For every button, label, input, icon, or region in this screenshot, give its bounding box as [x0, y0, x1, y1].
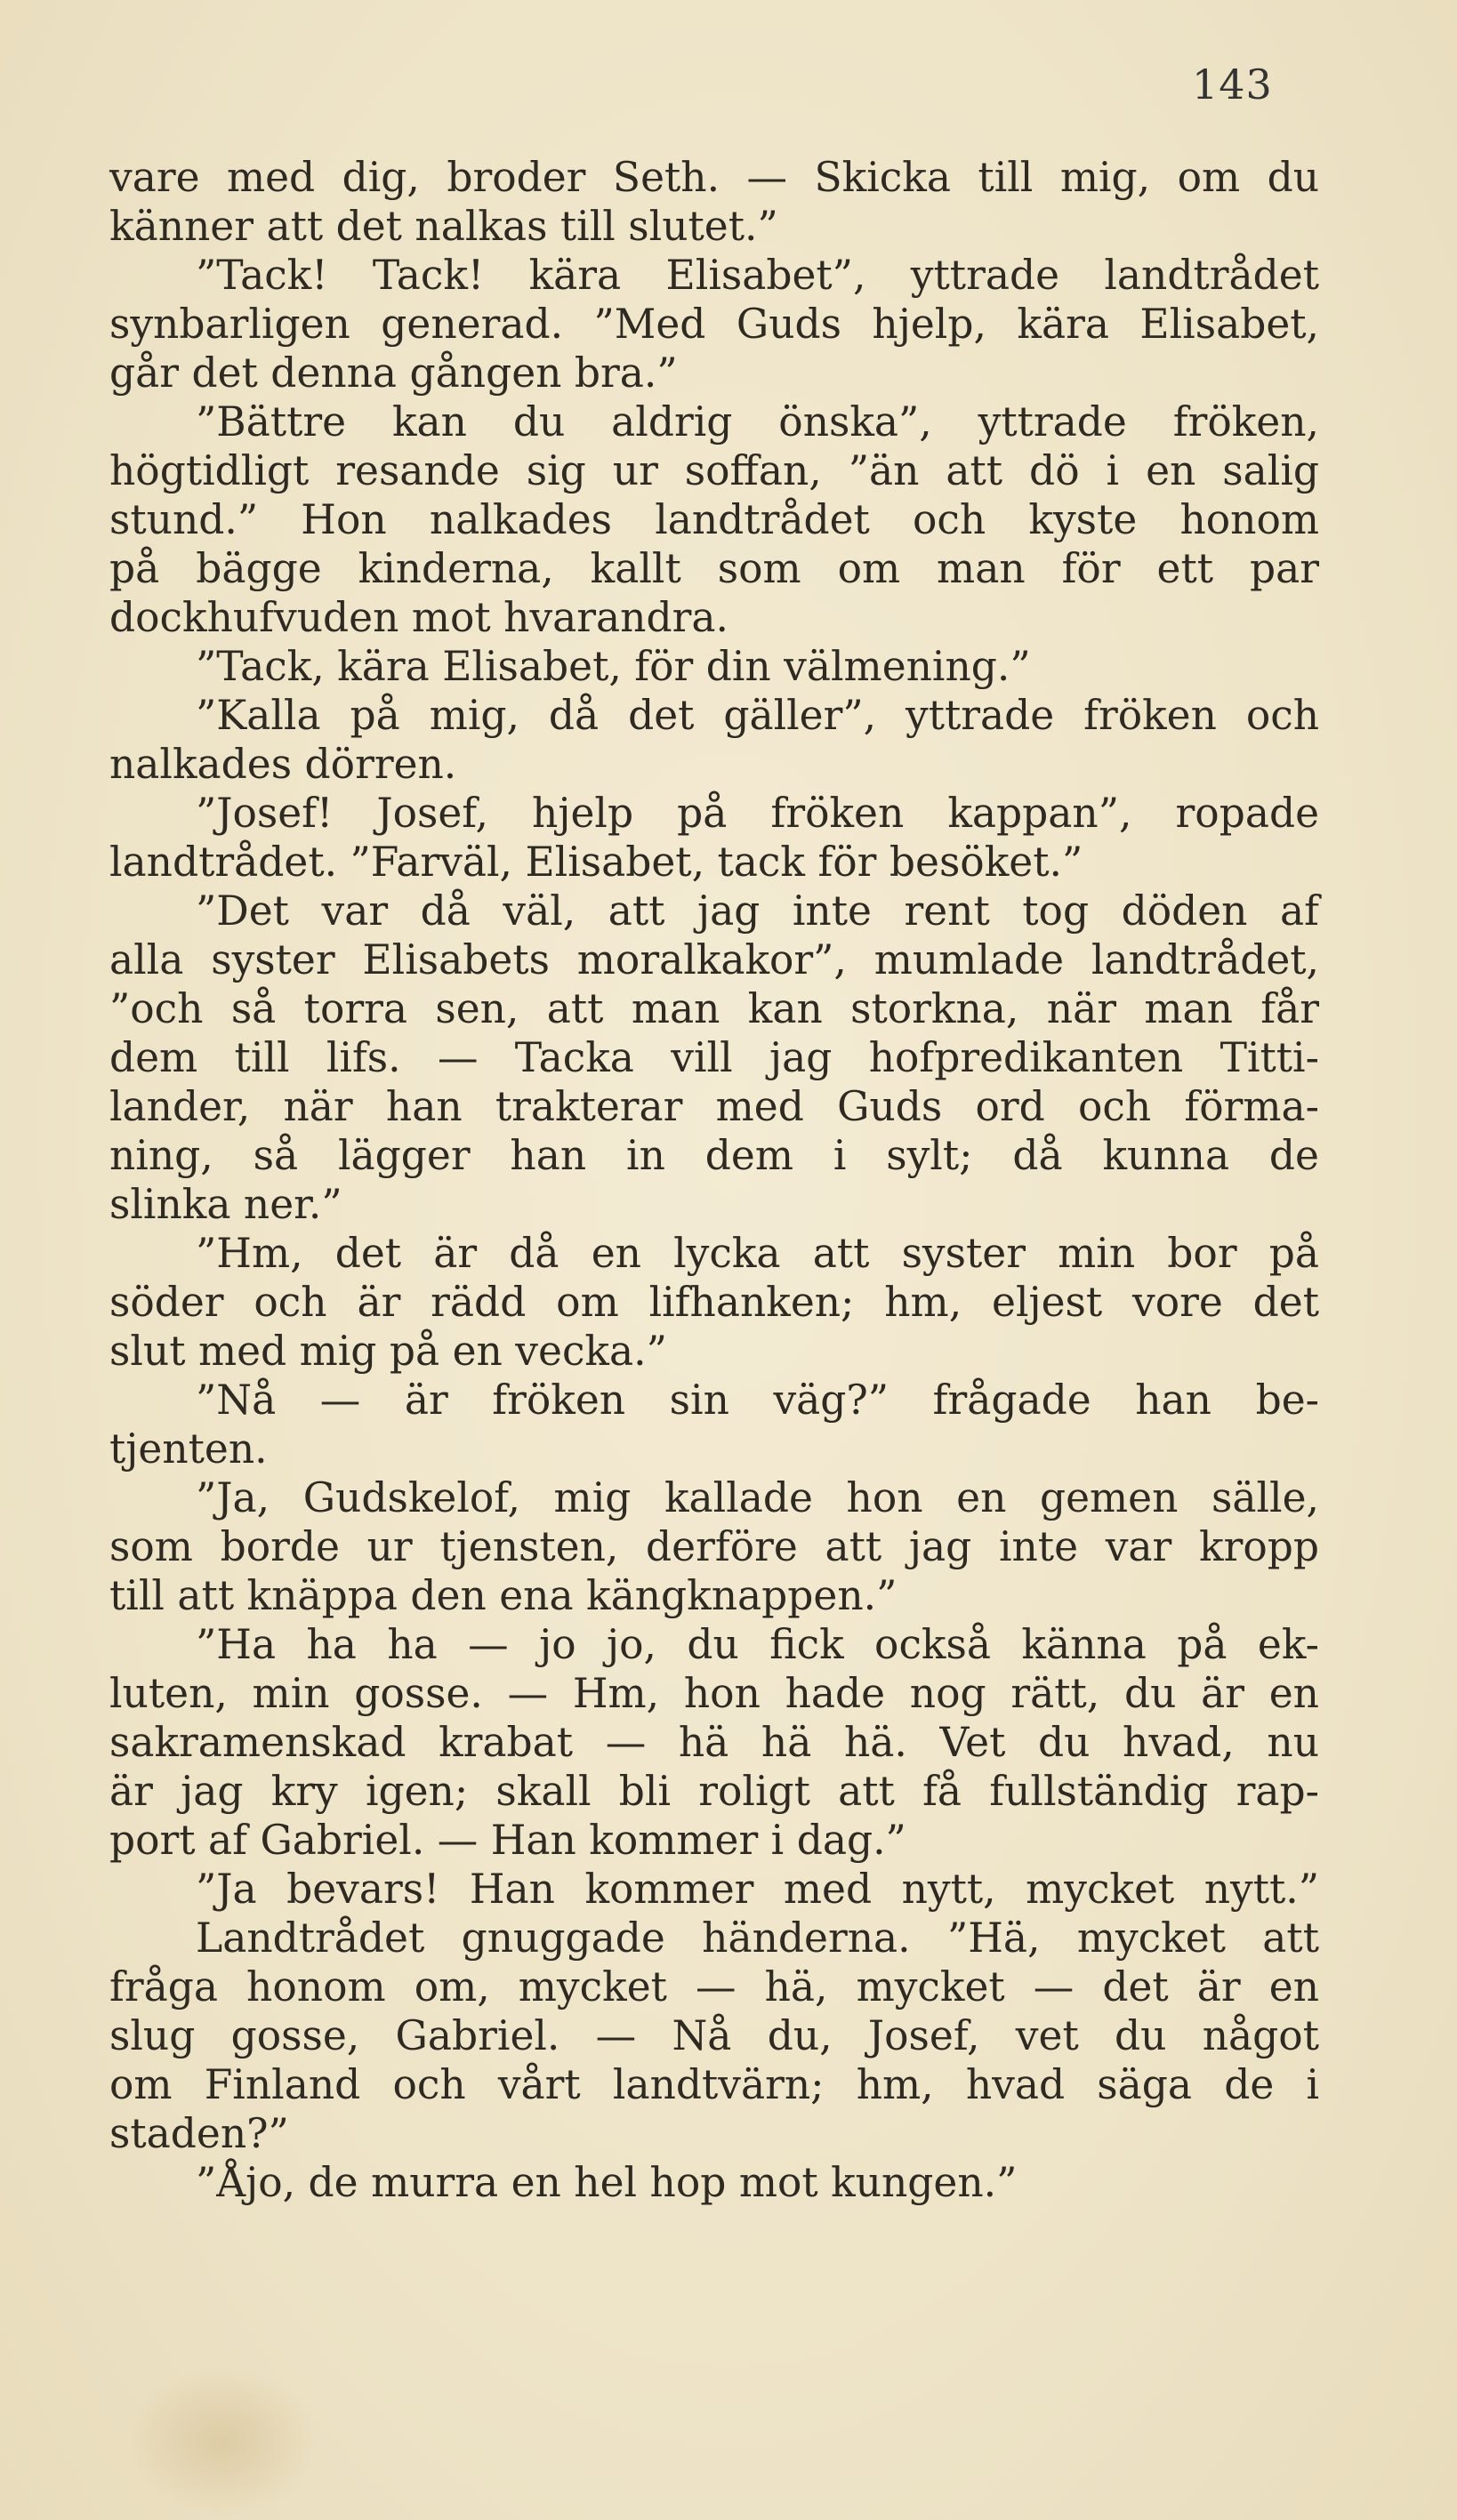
- text-line: ”och så torra sen, att man kan storkna, när man får: [109, 985, 1319, 1032]
- text-line: på bägge kinderna, kallt som om man för ett par: [109, 545, 1319, 592]
- text-line: ”Åjo, de murra en hel hop mot kungen.”: [196, 2159, 1018, 2206]
- text-line: söder och är rädd om lifhanken; hm, eljest vore det: [109, 1279, 1319, 1326]
- body-text: [109, 153, 1319, 2207]
- text-line: ”Det var då väl, att jag inte rent tog döden af: [196, 887, 1319, 935]
- text-line: slinka ner.”: [109, 1181, 342, 1228]
- text-line: Landtrådet gnuggade händerna. ”Hä, mycket att: [196, 1914, 1319, 1962]
- text-line: synbarligen generad. ”Med Guds hjelp, kära Elisabet,: [109, 301, 1319, 348]
- text-line: ”Tack, kära Elisabet, för din välmening.”: [196, 643, 1031, 690]
- paper-stain: [125, 2365, 320, 2516]
- page-number: 143: [1192, 60, 1273, 108]
- text-line: ”Bättre kan du aldrig önska”, yttrade fröken,: [196, 398, 1319, 445]
- text-line: ”Josef! Josef, hjelp på fröken kappan”, ropade: [196, 790, 1319, 837]
- text-line: ”Nå — är fröken sin väg?” frågade han be-: [196, 1376, 1319, 1424]
- text-line: om Finland och vårt landtvärn; hm, hvad säga de i: [109, 2061, 1319, 2108]
- text-line: ”Tack! Tack! kära Elisabet”, yttrade landtrådet: [196, 252, 1319, 299]
- text-line: ”Kalla på mig, då det gäller”, yttrade fröken och: [196, 692, 1319, 739]
- text-line: högtidligt resande sig ur soffan, ”än att dö i en salig: [109, 447, 1319, 494]
- text-line: ”Ja bevars! Han kommer med nytt, mycket nytt.”: [196, 1866, 1319, 1913]
- text-line: känner att det nalkas till slutet.”: [109, 203, 778, 250]
- text-line: dem till lifs. — Tacka vill jag hofpredikanten Titti-: [109, 1034, 1319, 1081]
- text-line: är jag kry igen; skall bli roligt att få fullständig rap-: [109, 1768, 1319, 1815]
- text-line: landtrådet. ”Farväl, Elisabet, tack för besöket.”: [109, 839, 1083, 886]
- text-line: ”Hm, det är då en lycka att syster min bor på: [196, 1230, 1319, 1277]
- text-line: port af Gabriel. — Han kommer i dag.”: [109, 1817, 906, 1864]
- text-line: lander, när han trakterar med Guds ord och förma-: [109, 1083, 1319, 1130]
- text-line: som borde ur tjensten, derföre att jag inte var kropp: [109, 1523, 1319, 1570]
- text-line: staden?”: [109, 2110, 289, 2157]
- text-line: slug gosse, Gabriel. — Nå du, Josef, vet du något: [109, 2012, 1319, 2059]
- text-line: vare med dig, broder Seth. — Skicka till mig, om du: [109, 154, 1319, 201]
- text-line: går det denna gången bra.”: [109, 349, 678, 397]
- text-line: stund.” Hon nalkades landtrådet och kyste honom: [109, 496, 1319, 543]
- text-line: nalkades dörren.: [109, 741, 457, 788]
- text-line: ”Ha ha ha — jo jo, du fick också känna på ek-: [196, 1621, 1319, 1668]
- text-line: fråga honom om, mycket — hä, mycket — det är en: [109, 1963, 1319, 2010]
- text-line: ning, så lägger han in dem i sylt; då kunna de: [109, 1132, 1319, 1179]
- text-line: tjenten.: [109, 1425, 268, 1473]
- text-line: slut med mig på en vecka.”: [109, 1328, 667, 1375]
- text-line: till att knäppa den ena kängknappen.”: [109, 1572, 898, 1619]
- text-line: luten, min gosse. — Hm, hon hade nog rätt, du är en: [109, 1670, 1319, 1717]
- text-line: sakramenskad krabat — hä hä hä. Vet du hvad, nu: [109, 1719, 1319, 1766]
- text-line: dockhufvuden mot hvarandra.: [109, 594, 728, 641]
- text-line: ”Ja, Gudskelof, mig kallade hon en gemen sälle,: [196, 1474, 1319, 1521]
- text-line: alla syster Elisabets moralkakor”, mumlade landtrådet,: [109, 936, 1319, 983]
